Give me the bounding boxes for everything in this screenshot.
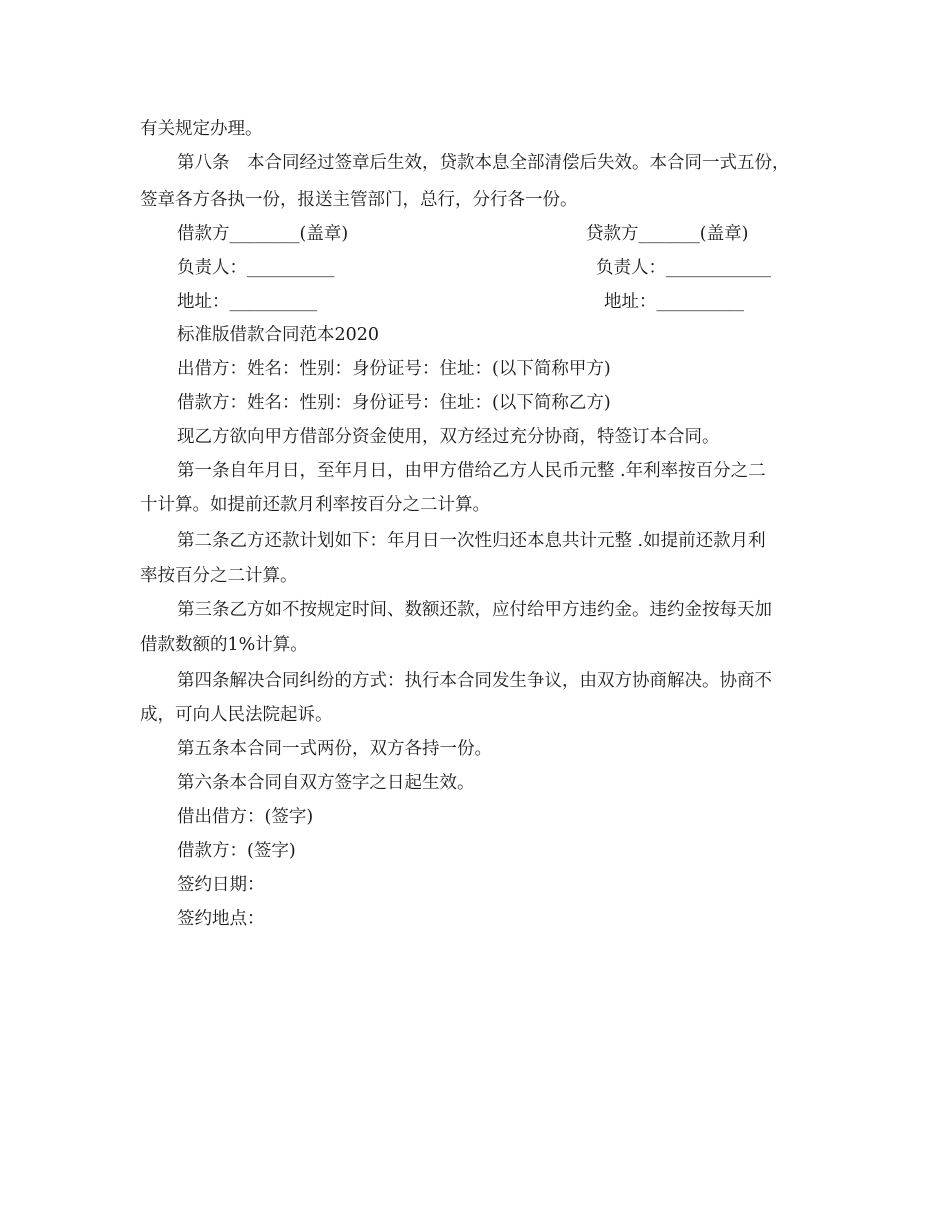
signing-place-line: 签约地点：	[177, 909, 265, 929]
continuation-line: 有关规定办理。	[140, 119, 263, 139]
lender-seal-field: 贷款方_______(盖章)	[586, 224, 749, 244]
article-6-line: 第六条本合同自双方签字之日起生效。	[177, 773, 475, 793]
article-4-line-2: 成，可向人民法院起诉。	[140, 705, 333, 725]
article-2-line-1: 第二条乙方还款计划如下：年月日一次性归还本息共计元整 .如提前还款月利	[177, 531, 766, 551]
borrower-signature-line: 借款方：(签字)	[177, 841, 296, 861]
article-1-line-1: 第一条自年月日，至年月日，由甲方借给乙方人民币元整 .年利率按百分之二	[177, 461, 766, 481]
lender-signature-line: 借出借方：(签字)	[177, 807, 314, 827]
lender-party-line: 出借方：姓名：性别：身份证号：住址：(以下简称甲方)	[177, 359, 611, 379]
article-1-line-2: 十计算。如提前还款月利率按百分之二计算。	[140, 495, 490, 515]
article-4-line-1: 第四条解决合同纠纷的方式：执行本合同发生争议，由双方协商解决。协商不	[177, 671, 772, 691]
borrower-principal-field: 负责人：__________	[177, 258, 335, 278]
borrower-seal-field: 借款方________(盖章)	[177, 224, 349, 244]
signing-date-line: 签约日期：	[177, 875, 265, 895]
article-3-line-2: 借款数额的1%计算。	[140, 635, 308, 655]
borrower-address-field: 地址：__________	[177, 292, 317, 312]
article-8-line-1: 第八条 本合同经过签章后生效，贷款本息全部清偿后失效。本合同一式五份，	[177, 153, 790, 173]
preamble-line: 现乙方欲向甲方借部分资金使用，双方经过充分协商，特签订本合同。	[177, 427, 720, 447]
article-5-line: 第五条本合同一式两份，双方各持一份。	[177, 739, 492, 759]
article-3-line-1: 第三条乙方如不按规定时间、数额还款，应付给甲方违约金。违约金按每天加	[177, 600, 772, 620]
article-2-line-2: 率按百分之二计算。	[140, 566, 298, 586]
article-8-line-2: 签章各方各执一份，报送主管部门，总行，分行各一份。	[140, 190, 578, 210]
lender-principal-field: 负责人：____________	[596, 258, 771, 278]
section-title: 标准版借款合同范本2020	[177, 325, 380, 345]
lender-address-field: 地址：__________	[604, 292, 744, 312]
borrower-party-line: 借款方：姓名：性别：身份证号：住址：(以下简称乙方)	[177, 393, 611, 413]
